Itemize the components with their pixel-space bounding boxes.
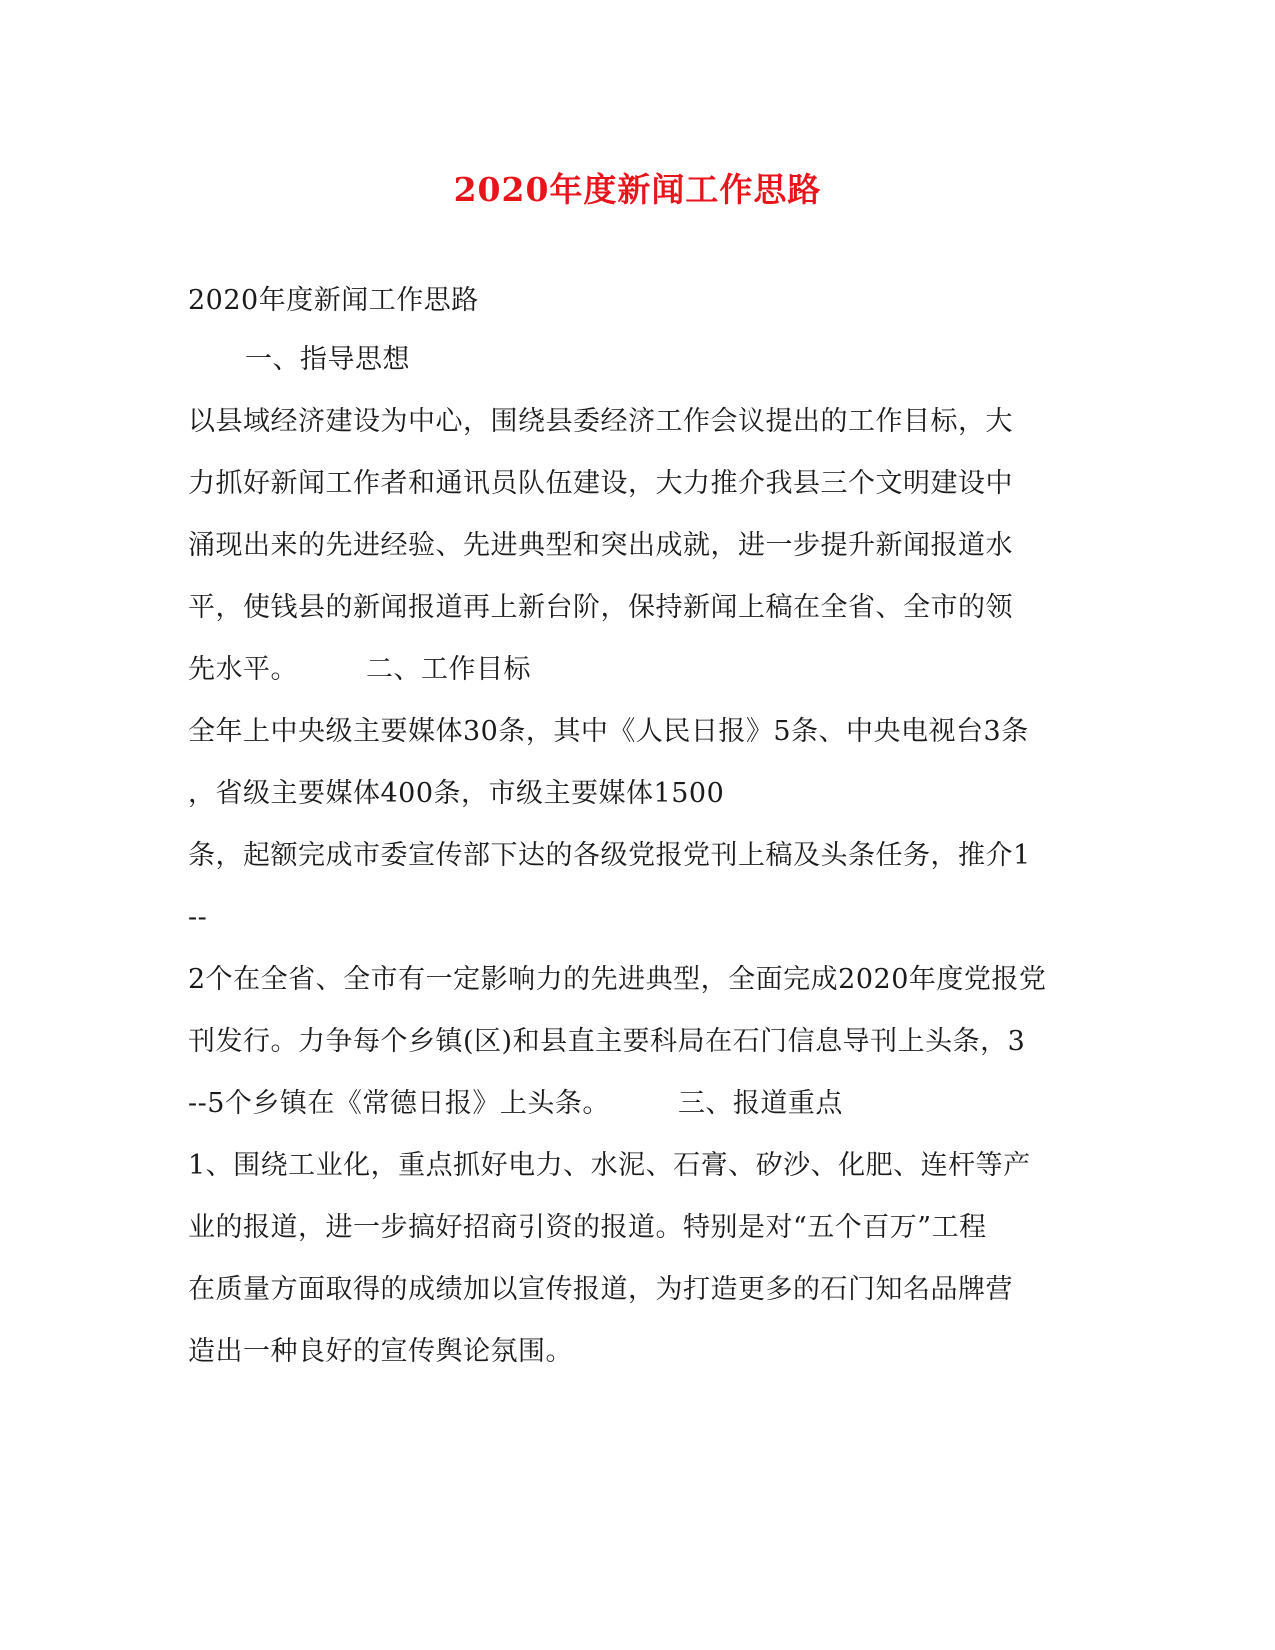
paragraph-line: 平，使钱县的新闻报道再上新台阶，保持新闻上稿在全省、全市的领 bbox=[188, 592, 1013, 623]
paragraph-line-with-heading bbox=[188, 1086, 843, 1122]
paragraph-tail: 先水平。 bbox=[188, 654, 298, 685]
paragraph-tail: --5个乡镇在《常德日报》上头条。 bbox=[188, 1088, 610, 1119]
section-heading-3: 三、报道重点 bbox=[677, 1088, 843, 1119]
paragraph-line: 力抓好新闻工作者和通讯员队伍建设，大力推介我县三个文明建设中 bbox=[188, 468, 1013, 499]
paragraph-line-with-heading bbox=[188, 652, 531, 688]
paragraph-line: -- bbox=[188, 902, 208, 933]
paragraph-line: 2个在全省、全市有一定影响力的先进典型，全面完成2020年度党报党 bbox=[188, 964, 1047, 995]
paragraph-line: 1、围绕工业化，重点抓好电力、水泥、石膏、矽沙、化肥、连杆等产 bbox=[188, 1150, 1031, 1181]
paragraph-line: 造出一种良好的宣传舆论氛围。 bbox=[188, 1336, 573, 1367]
paragraph-line: 业的报道，进一步搞好招商引资的报道。特别是对“五个百万”工程 bbox=[188, 1212, 987, 1243]
paragraph-line: 在质量方面取得的成绩加以宣传报道，为打造更多的石门知名品牌营 bbox=[188, 1274, 1013, 1305]
paragraph-line: 条，起额完成市委宣传部下达的各级党报党刊上稿及头条任务，推介1 bbox=[188, 840, 1031, 871]
paragraph-line: 全年上中央级主要媒体30条，其中《人民日报》5条、中央电视台3条 bbox=[188, 716, 1029, 747]
subtitle-line: 2020年度新闻工作思路 bbox=[188, 285, 479, 316]
paragraph-line: 刊发行。力争每个乡镇(区)和县直主要科局在石门信息导刊上头条，3 bbox=[188, 1026, 1026, 1057]
section-heading-2: 二、工作目标 bbox=[366, 654, 531, 685]
section-heading-1: 一、指导思想 bbox=[245, 344, 410, 375]
paragraph-line: ，省级主要媒体400条，市级主要媒体1500 bbox=[188, 778, 725, 809]
paragraph-line: 涌现出来的先进经验、先进典型和突出成就，进一步提升新闻报道水 bbox=[188, 530, 1013, 561]
document-title: 2020年度新闻工作思路 bbox=[453, 170, 822, 209]
paragraph-line: 以县域经济建设为中心，围绕县委经济工作会议提出的工作目标，大 bbox=[188, 406, 1013, 437]
